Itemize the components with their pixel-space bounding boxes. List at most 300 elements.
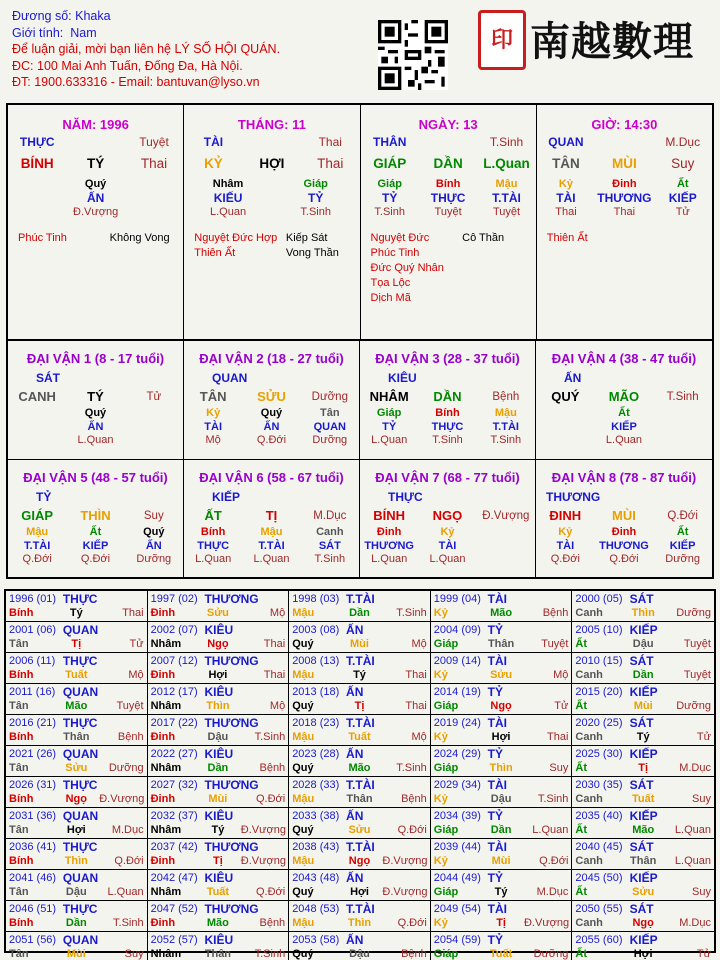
year-cell-top — [292, 840, 427, 854]
year-cell — [148, 715, 290, 746]
pillar-0 — [8, 105, 184, 339]
dv-hidden-1: Ất — [618, 407, 630, 419]
year-branch: Thìn — [347, 917, 372, 929]
year-label: 2032 (37) — [150, 810, 198, 822]
dai-van-hidden-row — [360, 407, 535, 421]
year-branch: Sửu — [348, 824, 371, 836]
year-stem: Kỷ — [433, 793, 448, 805]
year-cell-top — [292, 592, 427, 606]
year-branch: Tị — [496, 917, 506, 929]
dai-van-main-row — [536, 506, 712, 526]
dv-hstate-0: L.Quan — [195, 553, 232, 565]
year-label: 2040 (45) — [575, 841, 623, 853]
pillar-main-row — [184, 153, 359, 175]
year-label: 2006 (11) — [9, 655, 56, 667]
pillar-main-row — [537, 153, 712, 175]
dai-van-title: ĐẠI VẬN 1 (8 - 17 tuổi) — [26, 351, 165, 366]
year-state: Suy — [124, 948, 144, 960]
year-state: Mộ — [269, 700, 286, 712]
year-branch: Mùi — [66, 948, 86, 960]
dai-van-title: ĐẠI VẬN 3 (28 - 37 tuổi) — [375, 351, 520, 366]
year-state: Mộ — [269, 607, 286, 619]
year-cell-bottom — [575, 792, 711, 806]
year-label: 2024 (29) — [433, 748, 481, 760]
year-cell-bottom — [292, 606, 427, 620]
year-cell-bottom — [151, 606, 286, 620]
pillar-shensha-good — [8, 231, 110, 246]
year-state: Thai — [546, 731, 569, 743]
year-cell-top — [9, 623, 144, 637]
year-cell — [572, 808, 714, 839]
pillar-hidden-row — [537, 177, 712, 191]
year-cell — [572, 591, 714, 622]
year-branch: Dần — [207, 762, 229, 774]
year-cell-bottom — [9, 823, 144, 837]
year-cell-bottom — [9, 730, 144, 744]
year-state: Thai — [405, 669, 427, 681]
year-star: SÁT — [629, 840, 654, 854]
year-stem: Quý — [292, 762, 314, 774]
dv-hidden-0: Kỷ — [558, 526, 573, 538]
year-branch: Thân — [630, 855, 657, 867]
year-cell-bottom — [292, 668, 427, 682]
dai-van-star: THỰC — [388, 490, 423, 504]
year-branch: Tị — [354, 700, 365, 712]
dai-van-hstar-row — [360, 540, 535, 554]
pillar-hidden-star-row — [8, 191, 183, 205]
year-cell — [572, 777, 714, 808]
pillar-hidden-star-1: THƯƠNG — [597, 191, 652, 205]
year-stem: Bính — [9, 731, 34, 743]
year-branch: Sửu — [632, 886, 655, 898]
year-label: 2018 (23) — [292, 717, 340, 729]
year-stem: Ất — [575, 948, 587, 960]
year-branch: Dần — [490, 824, 512, 836]
year-cell-top — [9, 902, 144, 916]
year-stem: Giáp — [433, 762, 459, 774]
year-branch: Mùi — [208, 793, 228, 805]
dai-van-title: ĐẠI VẬN 2 (18 - 27 tuổi) — [199, 351, 344, 366]
dai-van-state: T.Sinh — [666, 391, 699, 403]
year-stem: Bính — [9, 607, 34, 619]
year-cell-bottom — [9, 947, 144, 960]
year-state: T.Sinh — [396, 607, 427, 619]
year-cell — [572, 839, 714, 870]
year-cell-top — [292, 902, 427, 916]
dai-van-state: Q.Đới — [667, 510, 698, 522]
pillar-shensha-bad — [110, 231, 184, 246]
year-star: ẤN — [346, 623, 364, 637]
dv-hstar-1: THƯƠNG — [599, 539, 649, 552]
year-state: Thai — [122, 607, 144, 619]
year-label: 2039 (44) — [433, 841, 481, 853]
year-star: T.TÀI — [346, 654, 375, 668]
year-cell — [148, 653, 290, 684]
year-state: Tử — [696, 948, 711, 960]
year-cell — [148, 684, 290, 715]
year-branch: Dậu — [490, 793, 512, 805]
year-branch: Tý — [69, 607, 83, 619]
year-state: M.Dục — [536, 886, 569, 898]
year-cell-bottom — [9, 668, 144, 682]
year-star: TỶ — [487, 685, 503, 699]
year-state: Q.Đới — [255, 886, 286, 898]
year-cell — [431, 777, 573, 808]
dai-van-hstate-row — [184, 553, 359, 567]
year-branch: Tuất — [489, 948, 513, 960]
pillar-top-2: M.Dục — [665, 135, 701, 149]
year-cell — [431, 839, 573, 870]
year-state: Thai — [405, 700, 427, 712]
year-star: THỰC — [62, 654, 98, 668]
year-label: 1998 (03) — [292, 593, 340, 605]
year-branch: Tý — [211, 824, 225, 836]
dai-van-1 — [8, 341, 184, 459]
year-cell-top — [151, 716, 286, 730]
dv-hstate-1: L.Quan — [253, 553, 290, 565]
year-cell-top — [151, 778, 286, 792]
year-cell-bottom — [434, 823, 569, 837]
year-cell-bottom — [9, 792, 144, 806]
pillar-hidden-star-2: T.TÀI — [492, 191, 521, 205]
year-cell-top — [575, 778, 711, 792]
dv-hstar-1: TÀI — [438, 539, 457, 552]
dv-hstate-1: L.Quan — [429, 553, 466, 565]
dai-van-3 — [360, 341, 536, 459]
year-stem: Tân — [9, 638, 29, 650]
year-cell-bottom — [151, 854, 286, 868]
year-label: 2051 (56) — [9, 934, 57, 946]
pillar-hidden-1: Bính — [435, 178, 461, 190]
pillar-main-1: HỢI — [259, 156, 285, 171]
pillar-hidden-state-1: Thai — [613, 206, 636, 218]
shensha-good-0: Nguyệt Đức — [370, 232, 430, 244]
dv-hidden-2 — [477, 526, 535, 540]
year-cell — [6, 622, 148, 653]
year-star: SÁT — [629, 654, 654, 668]
pillar-hidden-1: Đinh — [612, 178, 637, 190]
pillar-main-0: BÍNH — [20, 156, 54, 171]
dai-van-2 — [184, 341, 360, 459]
year-cell-top — [575, 933, 711, 947]
year-cell-bottom — [151, 730, 286, 744]
year-cell-top — [9, 685, 144, 699]
year-stem: Nhâm — [150, 948, 182, 960]
year-cell — [431, 591, 573, 622]
year-star: ẤN — [346, 685, 364, 699]
year-cell — [289, 870, 431, 901]
year-branch: Hợi — [491, 731, 511, 743]
dv-hstate-1: L.Quan — [605, 434, 643, 446]
year-stem: Tân — [9, 948, 29, 960]
dai-van-star: QUAN — [212, 371, 248, 385]
year-cell-top — [434, 623, 569, 637]
dv-hstate-0 — [536, 434, 594, 448]
year-cell-bottom — [151, 792, 286, 806]
year-cell — [289, 901, 431, 932]
year-label: 2033 (38) — [292, 810, 340, 822]
year-branch: Tuất — [631, 793, 655, 805]
shensha-bad-0: Kiếp Sát — [285, 232, 328, 244]
year-star: SÁT — [629, 716, 654, 730]
dai-van-state: Đ.Vượng — [482, 510, 530, 522]
dai-van-hstate-row — [536, 434, 712, 448]
year-cell-top — [292, 716, 427, 730]
year-branch: Thìn — [64, 855, 88, 867]
pillar-title: NĂM: 1996 — [62, 117, 129, 132]
dai-van-star: THƯƠNG — [546, 490, 601, 504]
year-cell — [6, 808, 148, 839]
year-branch: Tý — [353, 669, 366, 681]
year-state: T.Sinh — [113, 917, 144, 929]
pillar-shensha — [537, 231, 712, 246]
year-label: 2049 (54) — [433, 903, 481, 915]
year-cell — [431, 653, 573, 684]
year-cell — [6, 591, 148, 622]
dai-van-grid — [6, 341, 714, 579]
dai-van-title: ĐẠI VẬN 8 (78 - 87 tuổi) — [551, 470, 697, 485]
dai-van-can: CANH — [18, 389, 56, 404]
pillar-hidden-state-row — [184, 205, 359, 221]
pillar-hidden-star-1: TỶ — [308, 191, 324, 205]
year-label: 2045 (50) — [575, 872, 623, 884]
year-label: 2021 (26) — [9, 748, 57, 760]
year-stem: Đinh — [150, 917, 176, 929]
year-cell-bottom — [9, 606, 144, 620]
year-label: 2048 (53) — [292, 903, 340, 915]
year-cell — [6, 932, 148, 960]
dv-hstar-0 — [8, 421, 66, 435]
year-cell — [431, 932, 573, 960]
dai-van-chi: TÝ — [87, 389, 104, 404]
year-label: 2010 (15) — [575, 655, 623, 667]
year-cell-bottom — [292, 885, 427, 899]
dai-van-main-row — [8, 387, 183, 407]
year-branch: Ngọ — [632, 917, 654, 929]
year-cell-bottom — [9, 916, 144, 930]
year-star: KIẾP — [629, 809, 658, 823]
pillar-3 — [537, 105, 712, 339]
year-cell-bottom — [434, 792, 569, 806]
year-label: 2007 (12) — [150, 655, 198, 667]
pillar-main-1: DẦN — [433, 156, 463, 171]
year-star: THỰC — [62, 902, 98, 916]
dv-hidden-0: Giáp — [376, 407, 402, 419]
year-cell — [572, 653, 714, 684]
pillar-main-2: Suy — [671, 156, 695, 171]
year-star: KIÊU — [204, 933, 234, 947]
year-star: ẤN — [346, 871, 364, 885]
dv-hstate-2 — [654, 434, 712, 448]
year-cell — [6, 777, 148, 808]
pillar-hidden-state-0: T.Sinh — [374, 206, 405, 218]
dv-hstar-1: KIẾP — [611, 420, 637, 433]
year-cell-bottom — [434, 885, 569, 899]
year-cell-bottom — [434, 916, 569, 930]
four-pillars — [6, 103, 714, 341]
dv-hidden-1: Quý — [260, 407, 283, 419]
dv-hstate-2 — [477, 553, 535, 567]
dai-van-hstar-row — [184, 421, 359, 435]
dv-hidden-0: Đinh — [376, 526, 402, 538]
year-state: Mộ — [553, 669, 569, 681]
dai-van-main-row — [184, 387, 359, 407]
year-branch: Hợi — [350, 886, 369, 898]
year-state: M.Dục — [111, 824, 144, 836]
qr-code-icon — [378, 20, 448, 90]
dv-hstar-2: T.TÀI — [492, 420, 519, 433]
dv-hidden-2: Ất — [676, 526, 689, 538]
year-stem: Quý — [292, 700, 314, 712]
year-cell-top — [9, 747, 144, 761]
year-label: 2025 (30) — [575, 748, 623, 760]
year-cell — [6, 715, 148, 746]
year-cell — [431, 715, 573, 746]
year-cell — [431, 622, 573, 653]
year-state: Q.Đới — [539, 855, 569, 867]
year-star: TỶ — [487, 933, 503, 947]
year-cell-bottom — [575, 854, 711, 868]
year-cell-bottom — [292, 947, 427, 960]
dai-van-can: ẤT — [204, 508, 222, 523]
dv-hidden-2: Canh — [316, 526, 344, 538]
year-label: 2016 (21) — [9, 717, 57, 729]
year-star: THƯƠNG — [204, 902, 259, 916]
year-star: KIẾP — [629, 933, 658, 947]
dai-van-can: BÍNH — [373, 508, 406, 523]
pillar-hidden-star-0: TÀI — [556, 191, 576, 205]
dv-hstar-2 — [125, 421, 183, 435]
dai-van-chi: MÃO — [608, 389, 640, 404]
year-star: QUAN — [62, 747, 99, 761]
dv-hstar-2 — [477, 540, 535, 554]
pillar-shensha — [184, 231, 359, 261]
year-label: 2036 (41) — [9, 841, 57, 853]
pillar-top-1 — [243, 135, 301, 153]
year-cell-top — [575, 623, 711, 637]
dai-van-main-row — [360, 387, 535, 407]
year-branch: Mão — [65, 700, 88, 712]
year-stem: Bính — [9, 855, 34, 867]
year-cell-top — [151, 654, 286, 668]
year-cell-bottom — [9, 761, 144, 775]
year-label: 2052 (57) — [150, 934, 198, 946]
year-cell-top — [575, 685, 711, 699]
shensha-bad-0: Không Vong — [109, 232, 170, 244]
year-stem: Mậu — [292, 607, 315, 619]
year-stem: Canh — [575, 855, 603, 867]
dv-hidden-2: Mậu — [494, 407, 517, 419]
year-label: 2026 (31) — [9, 779, 57, 791]
dv-hstate-2 — [125, 434, 183, 448]
pillar-hidden-state-2: Tử — [675, 206, 690, 218]
dai-van-chi: TỊ — [265, 508, 278, 523]
year-cell — [148, 777, 290, 808]
dai-van-main-row — [360, 506, 535, 526]
year-star: QUAN — [62, 809, 99, 823]
year-label: 2055 (60) — [575, 934, 623, 946]
dai-van-main-row — [8, 506, 183, 526]
year-stem: Mậu — [292, 855, 315, 867]
year-star: KIÊU — [204, 623, 234, 637]
year-state: M.Dục — [679, 762, 711, 774]
dv-hstate-2: T.Sinh — [490, 434, 522, 446]
pillar-shensha-good — [361, 231, 463, 306]
pillar-1 — [184, 105, 360, 339]
year-cell-top — [151, 747, 286, 761]
year-cell-top — [151, 840, 286, 854]
dai-van-state: M.Dục — [313, 510, 347, 522]
year-stem: Giáp — [433, 638, 459, 650]
year-star: TÀI — [487, 902, 507, 916]
year-cell-bottom — [434, 854, 569, 868]
year-stem: Kỷ — [433, 607, 448, 619]
year-label: 2003 (08) — [292, 624, 340, 636]
owner-value: Khaka — [75, 9, 111, 23]
dv-hidden-2 — [654, 407, 712, 421]
year-cell-bottom — [575, 606, 711, 620]
dai-van-hstar-row — [8, 421, 183, 435]
year-label: 2002 (07) — [150, 624, 198, 636]
year-branch: Thân — [204, 948, 232, 960]
year-star: THƯƠNG — [204, 840, 259, 854]
dai-van-star: KIẾP — [212, 490, 241, 504]
pillar-top-row — [184, 135, 359, 153]
year-state: Tuyệt — [116, 700, 144, 712]
year-branch: Dần — [65, 917, 87, 929]
pillar-hidden-row — [184, 177, 359, 191]
year-star: SÁT — [629, 592, 654, 606]
pillar-shensha-bad — [638, 231, 712, 246]
dv-hidden-0: Bính — [200, 526, 226, 538]
year-branch: Tý — [494, 886, 508, 898]
pillar-top-row — [8, 135, 183, 153]
pillar-hidden-row — [8, 177, 183, 191]
year-cell — [289, 839, 431, 870]
year-state: Tuyệt — [541, 638, 569, 650]
year-label: 2042 (47) — [150, 872, 198, 884]
year-label: 2005 (10) — [575, 624, 623, 636]
year-label: 2041 (46) — [9, 872, 57, 884]
year-label: 2037 (42) — [150, 841, 198, 853]
year-cell — [572, 746, 714, 777]
year-label: 2004 (09) — [433, 624, 481, 636]
year-cell-top — [575, 747, 711, 761]
year-cell-top — [434, 840, 569, 854]
year-cell-bottom — [292, 916, 427, 930]
year-branch: Hợi — [208, 669, 228, 681]
year-cell-top — [9, 933, 144, 947]
year-stem: Ất — [575, 762, 587, 774]
year-label: 2050 (55) — [575, 903, 623, 915]
year-cell-bottom — [434, 761, 569, 775]
year-state: Đ.Vượng — [523, 917, 570, 929]
dai-van-hidden-row — [360, 526, 535, 540]
year-star: TỶ — [487, 871, 503, 885]
year-state: Thai — [263, 669, 286, 681]
year-state: Bệnh — [542, 607, 569, 619]
year-cell-bottom — [434, 606, 569, 620]
year-stem: Ất — [575, 824, 587, 836]
year-branch: Sửu — [206, 607, 229, 619]
year-state: Tử — [554, 700, 569, 712]
year-star: QUAN — [62, 623, 99, 637]
pillar-hidden-star-0: KIẾU — [213, 191, 243, 205]
dv-hidden-1: Ất — [89, 526, 102, 538]
dai-van-can: QUÝ — [551, 389, 580, 404]
dv-hidden-0 — [536, 407, 594, 421]
year-star: THỰC — [62, 778, 98, 792]
